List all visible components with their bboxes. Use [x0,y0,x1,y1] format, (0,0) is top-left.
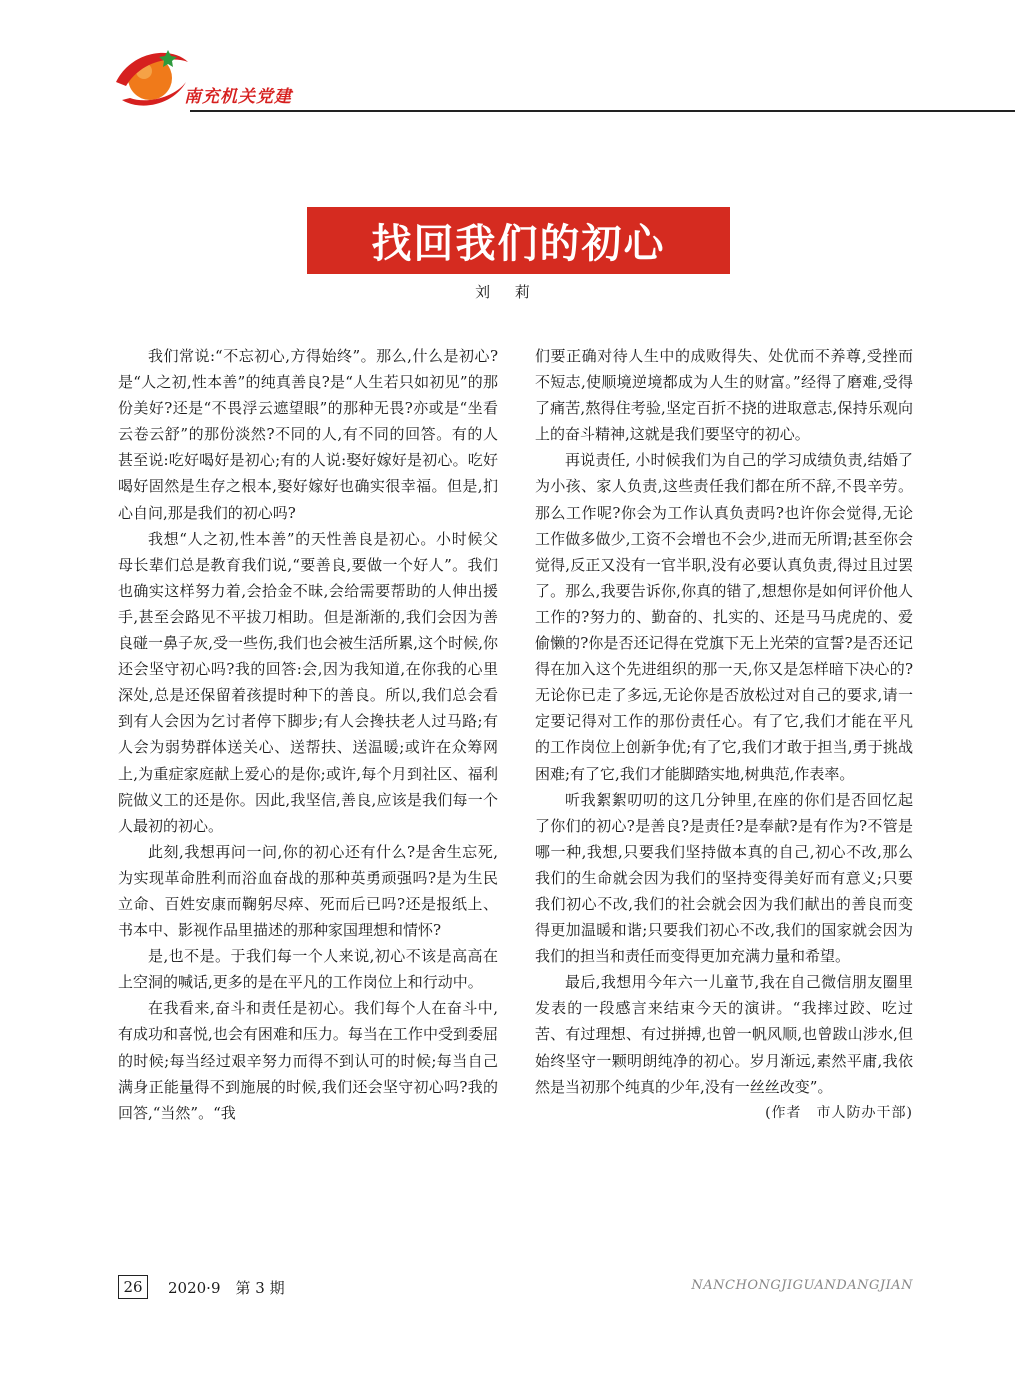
author-signature: (作者 市人防办干部) [765,1104,913,1121]
article-title-banner [307,207,730,274]
paragraph: 听我絮絮叨叨的这几分钟里,在座的你们是否回忆起了你们的初心?是善良?是责任?是奉献?是有作为?不管是哪一种,我想,只要我们坚持做本真的自己,初心不改,那么我们的生命就会因为我们的坚持变得美好而有意义;只要我们初心不改,我们的社会就会因为我们献出的善良而变得更加温暖和谐;只要我们初心不改,我们的国家就会因为我们的担当和责任而变得更加充满力量和希望。 [535,790,913,966]
paragraph: 此刻,我想再问一问,你的初心还有什么?是舍生忘死,为实现革命胜利而浴血奋战的那种英勇顽强吗?是为生民立命、百姓安康而鞠躬尽瘁、死而后已吗?还是报纸上、书本中、影视作品里描述的那种家国理想和情怀? [118,842,498,940]
paragraph: 我们常说:“不忘初心,方得始终”。那么,什么是初心?是“人之初,性本善”的纯真善良?是“人生若只如初见”的那份美好?还是“不畏浮云遮望眼”的那种无畏?亦或是“坐看云卷云舒”的那份淡然?不同的人,有不同的回答。有的人甚至说:吃好喝好是初心;有的人说:娶好嫁好是初心。吃好喝好固然是生存之根本,娶好嫁好也确实很幸福。但是,扪心自问,那是我们的初心吗? [118,347,498,522]
paragraph: 再说责任, 小时候我们为自己的学习成绩负责,结婚了为小孩、家人负责,这些责任我们都在所不辞,不畏辛劳。那么工作呢?你会为工作认真负责吗?也许你会觉得,无论工作做多做少,工资不会增也不会少,进而无所谓;甚至你会觉得,反正又没有一官半职,没有必要认真负责,得过且过罢了。那么,我要告诉你,你真的错了,想想你是如何评价他人工作的?努力的、勤奋的、扎实的、还是马马虎虎的、爱偷懒的?你是否还记得在党旗下无上光荣的宣誓?是否还记得在加入这个先进组织的那一天,你又是怎样暗下决心的?无论你已走了多远,无论你是否放松过对自己的要求,请一定要记得对工作的那份责任心。有了它,我们才能在平凡的工作岗位上创新争优;有了它,我们才敢于担当,勇于挑战困难;有了它,我们才能脚踏实地,树典范,作表率。 [535,451,913,783]
paragraph: 最后,我想用今年六一儿童节,我在自己微信朋友圈里发表的一段感言来结束今天的演讲。“我摔过跤、吃过苦、有过理想、有过拼搏,也曾一帆风顺,也曾跋山涉水,但始终坚守一颗明朗纯净的初心。岁月渐远,素然平庸,我依然是当初那个纯真的少年,没有一丝丝改变”。 [535,973,913,1096]
header-divider [190,110,1015,112]
left-column [118,343,498,1126]
article-author: 刘 莉 [475,283,540,301]
party-building-logo-icon [112,42,192,114]
publication-title: 南充机关党建 [184,87,292,107]
page-number: 26 [118,1275,148,1299]
page-footer [0,1270,1015,1310]
paragraph-continuation: 们要正确对待人生中的成败得失、处优而不养尊,受挫而不短志,使顺境逆境都成为人生的财富。”经得了磨难,受得了痛苦,熬得住考验,坚定百折不挠的进取意志,保持乐观向上的奋斗精神,这就是我们要坚守的初心。 [535,347,913,444]
right-column [535,343,913,1126]
paragraph: 是,也不是。于我们每一个人来说,初心不该是高高在上空洞的喊话,更多的是在平凡的工作岗位上和行动中。 [118,947,498,992]
paragraph: 在我看来,奋斗和责任是初心。我们每个人在奋斗中,有成功和喜悦,也会有困难和压力。每当在工作中受到委屈的时候;每当经过艰辛努力而得不到认可的时候;每当自己满身正能量得不到施展的时候,我们还会坚守初心吗?我的回答,“当然”。“我 [118,999,498,1122]
page-header [0,0,1015,120]
article-title: 找回我们的初心 [371,220,666,267]
issue-info: 2020·9 第 3 期 [168,1279,285,1297]
publication-name-en: NANCHONGJIGUANDANGJIAN [691,1278,913,1293]
paragraph: 我想“人之初,性本善”的天性善良是初心。小时候父母长辈们总是教育我们说,“要善良,要做一个好人”。我们也确实这样努力着,会拾金不昧,会给需要帮助的人伸出援手,甚至会路见不平拔刀相助。但是渐渐的,我们会因为善良碰一鼻子灰,受一些伤,我们也会被生活所累,这个时候,你还会坚守初心吗?我的回答:会,因为我知道,在你我的心里深处,总是还保留着孩提时种下的善良。所以,我们总会看到有人会因为乞讨者停下脚步;有人会搀扶老人过马路;有人会为弱势群体送关心、送帮扶、送温暖;或许在众筹网上,为重症家庭献上爱心的是你;或许,每个月到社区、福利院做义工的还是你。因此,我坚信,善良,应该是我们每一个人最初的初心。 [118,529,498,835]
